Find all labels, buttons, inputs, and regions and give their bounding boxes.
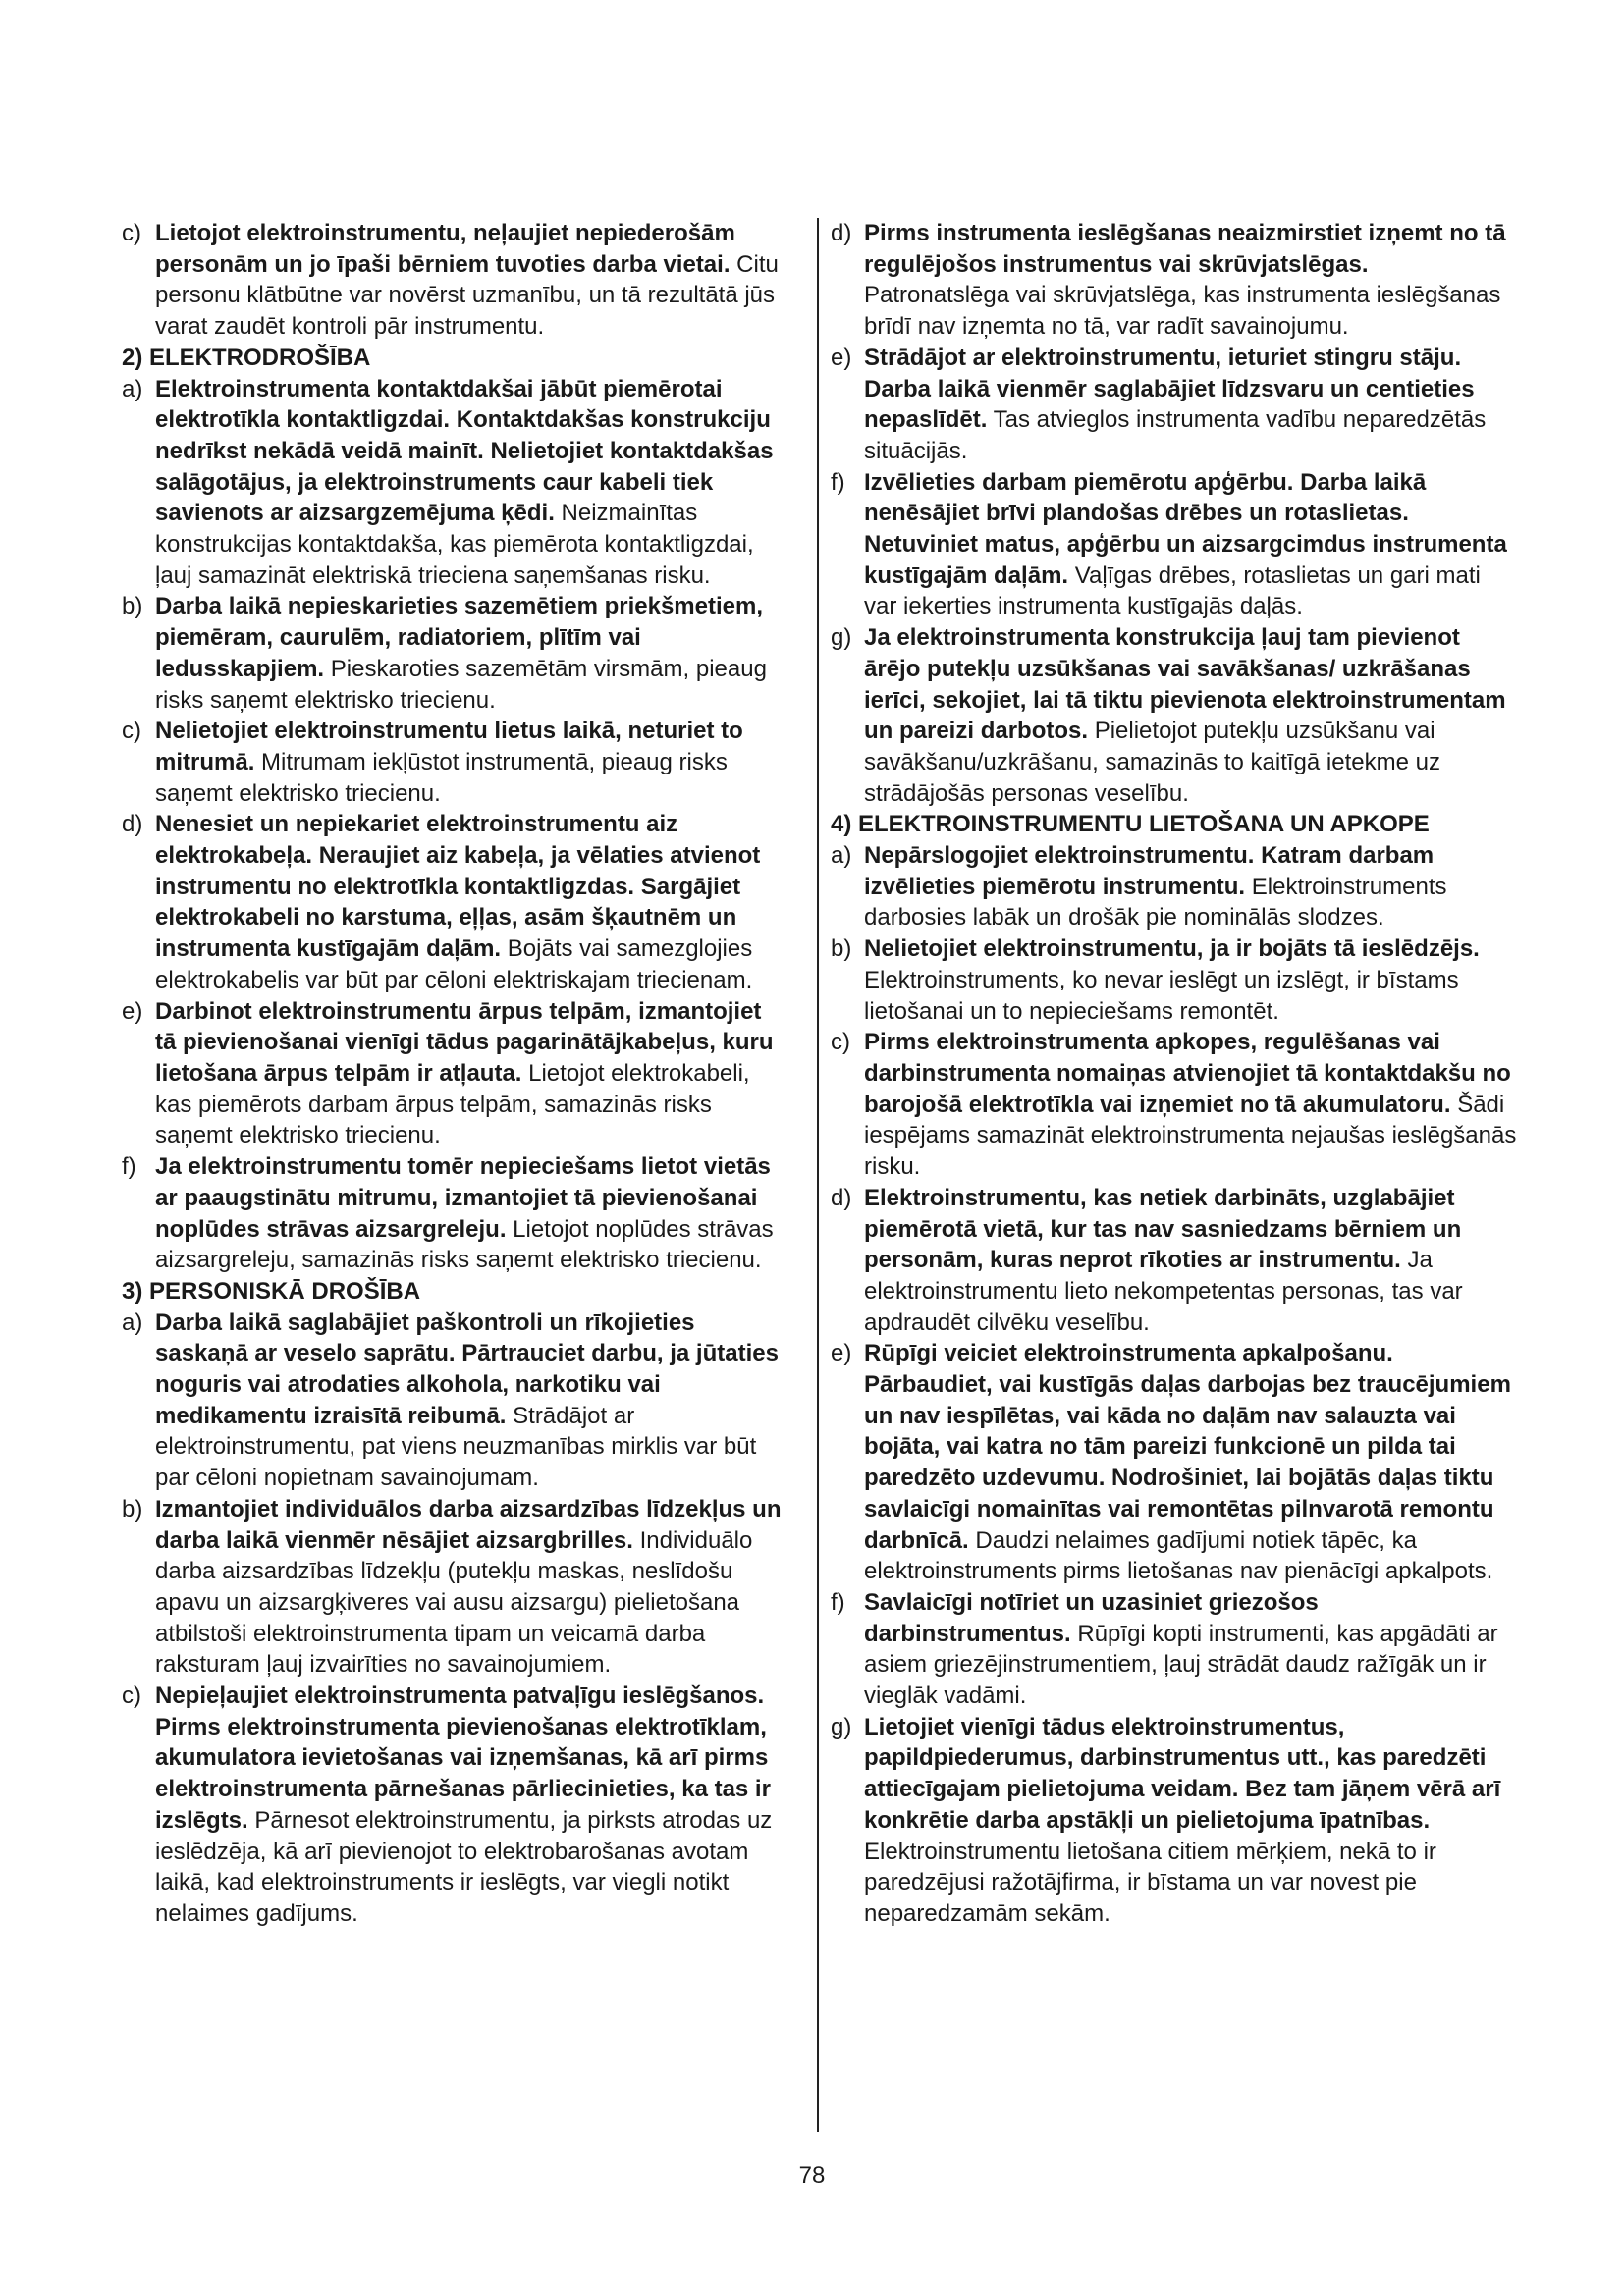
list-item — [122, 809, 785, 995]
list-item — [831, 840, 1518, 934]
item-marker: f) — [831, 1588, 845, 1616]
item-bold-text: Rūpīgi veiciet elektroinstrumenta apkalpošanu. Pārbaudiet, vai kustīgās daļas darbojas bez traucējumiem un nav iespīlētas, vai kāda no daļām nav salauzta vai bojāta, vai katra no tām pareizi funkcionē un pilda tai paredzēto uzdevumu. Nodrošiniet, lai bojātās daļas tiktu savlaicīgi nomainītas vai remontētas pilnvarotā remontu darbnīcā. — [864, 1340, 1511, 1554]
page-number: 78 — [798, 2163, 826, 2189]
list-item — [122, 716, 785, 809]
item-bold-text: Izvēlieties darbam piemērotu apģērbu. Darba laikā nenēsājiet brīvi plandošas drēbes un rotaslietas. Netuviniet matus, apģērbu un aizsargcimdus instrumenta kustīgajām daļām. — [864, 468, 1507, 589]
list-item — [122, 1681, 785, 1930]
item-marker: e) — [831, 1340, 852, 1367]
item-marker: g) — [831, 1713, 852, 1740]
list-item — [831, 622, 1518, 809]
item-bold-text: Izmantojiet individuālos darba aizsardzības līdzekļus un darba laikā vienmēr nēsājiet aizsargbrilles. — [155, 1495, 782, 1554]
item-text: Pieskaroties sazemētām virsmām, pieaug risks saņemt elektrisko triecienu. — [155, 655, 767, 714]
section-heading: 4) ELEKTROINSTRUMENTU LIETOŠANA UN APKOPE — [831, 811, 1430, 838]
item-bold-text: Darbinot elektroinstrumentu ārpus telpām, izmantojiet tā pievienošanai vienīgi tādus pagarinātājkabeļus, kuru lietošana ārpus telpām ir atļauta. — [155, 997, 774, 1087]
item-bold-text: Nenesiet un nepiekariet elektroinstrumentu aiz elektrokabeļa. Neraujiet aiz kabeļa, ja vēlaties atvienot instrumentu no elektrotīkla kontaktligzdas. Sargājiet elektrokabeli no karstuma, eļļas, asām šķautnēm un instrumenta kustīgajām daļām. — [155, 811, 761, 963]
item-marker: g) — [831, 624, 852, 652]
list-item — [122, 1494, 785, 1681]
item-bold-text: Nepārslogojiet elektroinstrumentu. Katram darbam izvēlieties piemērotu instrumentu. — [864, 842, 1435, 900]
item-marker: d) — [831, 220, 852, 246]
item-marker: c) — [122, 718, 141, 745]
list-item — [831, 1712, 1518, 1930]
item-bold-text: Nelietojiet elektroinstrumentu, ja ir bojāts tā ieslēdzējs. — [864, 935, 1480, 963]
list-item — [831, 218, 1518, 343]
item-text: Lietojot elektrokabeli, kas piemērots darbam ārpus telpām, samazinās risks saņemt elektrisko triecienu. — [155, 1059, 750, 1149]
list-item — [831, 1027, 1518, 1183]
item-text: Ja elektroinstrumentu lieto nekompetentas personas, tas var apdraudēt cilvēku veselību. — [864, 1247, 1463, 1336]
item-marker: a) — [831, 842, 852, 870]
item-marker: b) — [831, 935, 852, 963]
item-bold-text: Elektroinstrumenta kontaktdakšai jābūt piemērotai elektrotīkla kontaktligzdai. Kontaktdakšas konstrukciju nedrīkst nekādā veidā mainīt. Nelietojiet kontaktdakšas salāgotājus, ja elektroinstruments caur kabeli tiek savienots ar aizsargzemējuma ķēdi. — [155, 375, 774, 527]
item-text: Pārnesot elektroinstrumentu, ja pirksts atrodas uz ieslēdzēja, kā arī pievienojot to elektrobarošanas avotam laikā, kad elektroinstruments ir ieslēgts, var viegli notikt nelaimes gadījums. — [155, 1806, 773, 1927]
item-text: Lietojot noplūdes strāvas aizsargreleju, samazinās risks saņemt elektrisko triecienu. — [155, 1215, 774, 1274]
item-bold-text: Lietojiet vienīgi tādus elektroinstrumentus, papildpiederumus, darbinstrumentus utt., kas paredzēti attiecīgajam pielietojuma veidam. Bez tam jāņem vērā arī konkrētie darba apstākļi un pielietojuma īpatnības. — [864, 1713, 1501, 1834]
item-text: Vaļīgas drēbes, rotaslietas un gari mati var iekerties instrumenta kustīgajās daļās. — [864, 561, 1481, 620]
item-marker: e) — [831, 344, 852, 371]
column-divider — [817, 218, 819, 2132]
list-item — [831, 1338, 1518, 1587]
item-text: Individuālo darba aizsardzības līdzekļu (putekļu maskas, neslīdošu apavu un aizsargķiveres vai ausu aizsargu) pielietošana atbilstoši elektroinstrumenta tipam un veicamā darba raksturam ļauj izvairīties no savainojumiem. — [155, 1526, 753, 1679]
item-marker: c) — [831, 1029, 850, 1056]
item-text: Elektroinstrumentu lietošana citiem mērķiem, nekā to ir paredzējusi ražotājfirma, ir bīstama un var novest pie neparedzamām sekām. — [864, 1838, 1436, 1927]
item-text: Patronatslēga vai skrūvjatslēga, kas instrumenta ieslēgšanas brīdī nav izņemta no tā, var radīt savainojumu. — [864, 282, 1501, 341]
item-bold-text: Lietojot elektroinstrumentu, neļaujiet nepiederošām personām un jo īpaši bērniem tuvoties darba vietai. — [155, 220, 735, 278]
item-marker: a) — [122, 375, 143, 402]
section-heading: 3) PERSONISKĀ DROŠĪBA — [122, 1277, 421, 1305]
list-item — [122, 374, 785, 592]
item-bold-text: Pirms elektroinstrumenta apkopes, regulēšanas vai darbinstrumenta nomaiņas atvienojiet tā kontaktdakšu no barojošā elektrotīkla vai izņemiet no tā akumulatoru. — [864, 1029, 1511, 1118]
item-marker: e) — [122, 997, 143, 1025]
item-bold-text: Savlaicīgi notīriet un uzasiniet griezošos darbinstrumentus. — [864, 1588, 1319, 1647]
item-text: Rūpīgi kopti instrumenti, kas apgādāti ar asiem griezējinstrumentiem, ļauj strādāt daudz ražīgāk un ir vieglāk vadāmi. — [864, 1620, 1498, 1710]
section-heading: 2) ELEKTRODROŠĪBA — [122, 344, 371, 371]
item-marker: f) — [831, 468, 845, 496]
item-bold-text: Nelietojiet elektroinstrumentu lietus laikā, neturiet to mitrumā. — [155, 718, 743, 775]
item-marker: f) — [122, 1153, 136, 1181]
item-text: Elektroinstruments darbosies labāk un drošāk pie nominālās slodzes. — [864, 873, 1447, 932]
item-marker: d) — [122, 811, 143, 838]
item-bold-text: Ja elektroinstrumenta konstrukcija ļauj tam pievienot ārējo putekļu uzsūkšanas vai savākšanas/ uzkrāšanas ierīci, sekojiet, lai tā tiktu pievienota elektroinstrumentam un pareizi darbotos. — [864, 624, 1506, 745]
list-item — [831, 1183, 1518, 1339]
list-item — [122, 591, 785, 716]
item-bold-text: Darba laikā saglabājiet paškontroli un rīkojieties saskaņā ar veselo saprātu. Pārtrauciet darbu, ja jūtaties noguris vai atrodaties alkohola, narkotiku vai medikamentu izraisītā reibumā. — [155, 1308, 779, 1429]
item-text: Strādājot ar elektroinstrumentu, pat viens neuzmanības mirklis var būt par cēloni nopietnam savainojumam. — [155, 1402, 757, 1492]
list-item — [122, 1151, 785, 1276]
item-text: Daudzi nelaimes gadījumi notiek tāpēc, ka elektroinstruments pirms lietošanas nav pienācīgi apkalpots. — [864, 1526, 1493, 1585]
list-item — [122, 218, 785, 343]
item-marker: c) — [122, 1682, 141, 1710]
list-item — [122, 1308, 785, 1494]
list-item — [831, 1587, 1518, 1712]
item-text: Citu personu klātbūtne var novērst uzmanību, un tā rezultātā jūs varat zaudēt kontroli pār instrumentu. — [155, 250, 779, 341]
item-text: Neizmainītas konstrukcijas kontaktdakša, kas piemērota kontaktligzdai, ļauj samazināt elektriskā trieciena saņemšanas risku. — [155, 500, 754, 589]
item-marker: b) — [122, 593, 143, 620]
item-marker: c) — [122, 220, 141, 246]
item-bold-text: Elektroinstrumentu, kas netiek darbināts, uzglabājiet piemērotā vietā, kur tas nav sasniedzams bērniem un personām, kuras neprot rīkoties ar instrumentu. — [864, 1184, 1462, 1274]
item-bold-text: Ja elektroinstrumentu tomēr nepieciešams lietot vietās ar paaugstinātu mitrumu, izmantojiet tā pievienošanai noplūdes strāvas aizsargreleju. — [155, 1153, 771, 1243]
item-text: Tas atvieglos instrumenta vadību neparedzētās situācijās. — [864, 406, 1487, 464]
list-item — [831, 934, 1518, 1027]
item-marker: b) — [122, 1495, 143, 1522]
item-bold-text: Pirms instrumenta ieslēgšanas neaizmirstiet izņemt no tā regulējošos instrumentus vai skrūvjatslēgas. — [864, 220, 1506, 278]
item-text: Šādi iespējams samazināt elektroinstrumenta nejaušas ieslēgšanās risku. — [864, 1091, 1517, 1181]
item-bold-text: Strādājot ar elektroinstrumentu, ieturiet stingru stāju. Darba laikā vienmēr saglabājiet līdzsvaru un centieties nepaslīdēt. — [864, 344, 1475, 434]
item-bold-text: Darba laikā nepieskarieties sazemētiem priekšmetiem, piemēram, caurulēm, radiatoriem, plītīm vai ledusskapjiem. — [155, 593, 764, 682]
right-column — [831, 218, 1518, 1930]
item-text: Elektroinstruments, ko nevar ieslēgt un izslēgt, ir bīstams lietošanai un to nepieciešams remontēt. — [864, 966, 1459, 1025]
item-marker: d) — [831, 1184, 852, 1211]
list-item — [831, 343, 1518, 467]
list-item — [831, 467, 1518, 623]
item-bold-text: Nepieļaujiet elektroinstrumenta patvaļīgu ieslēgšanos. Pirms elektroinstrumenta pievienošanas elektrotīklam, akumulatora ievietošanas vai izņemšanas, kā arī pirms elektroinstrumenta pārnešanas pārliecinieties, ka tas ir izslēgts. — [155, 1682, 771, 1834]
item-text: Pielietojot putekļu uzsūkšanu vai savākšanu/uzkrāšanu, samazinās to kaitīgā ietekme uz strādājošās personas veselību. — [864, 718, 1440, 807]
item-marker: a) — [122, 1308, 143, 1336]
item-text: Bojāts vai samezglojies elektrokabelis var būt par cēloni elektriskajam triecienam. — [155, 935, 753, 993]
item-text: Mitrumam iekļūstot instrumentā, pieaug risks saņemt elektrisko triecienu. — [155, 748, 728, 807]
left-column — [122, 218, 785, 1930]
list-item — [122, 996, 785, 1152]
